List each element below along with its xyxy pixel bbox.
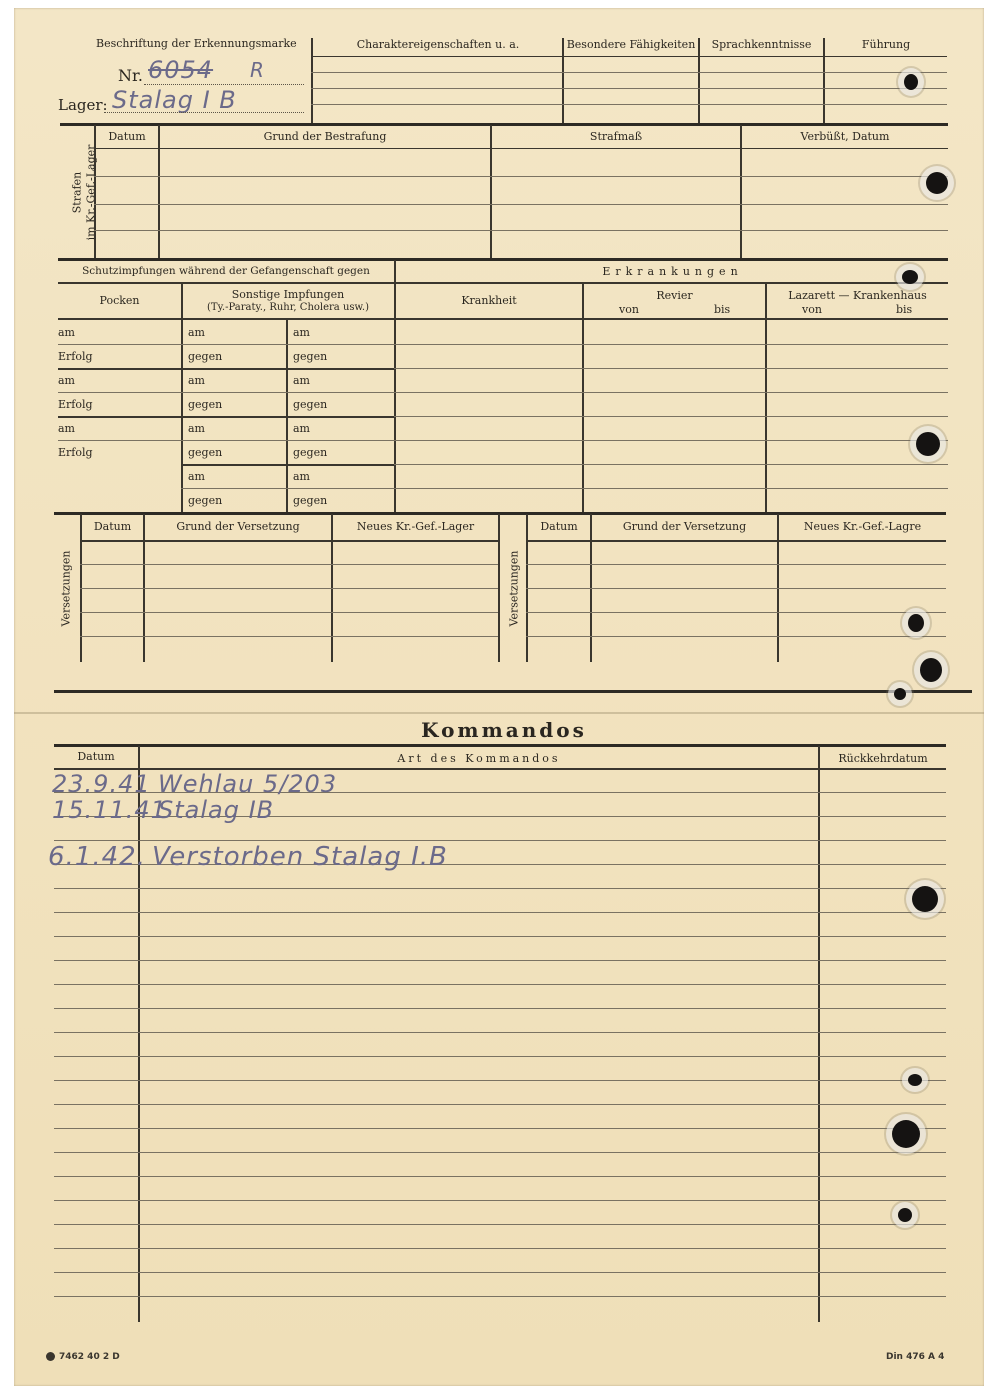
sonstige2-am: am: [293, 470, 310, 483]
sonstige-am: am: [188, 374, 205, 387]
vers-col-neues-right: Neues Kr.-Gef.-Lagre: [803, 520, 922, 533]
sonstige2-am: am: [293, 326, 310, 339]
strafen-side-label-2: im Kr.-Gef.-Lager: [84, 144, 98, 241]
punch-hole: [908, 1074, 922, 1086]
section-rule: [54, 690, 972, 693]
divider: [94, 125, 96, 259]
kommandos-rule: [54, 984, 946, 985]
strafen-side-label: Strafen: [70, 171, 84, 214]
rule: [181, 488, 394, 489]
divider: [311, 38, 313, 124]
rule: [181, 464, 394, 466]
col-sprach: Sprachkenntnisse: [711, 38, 812, 51]
col-sonstige: Sonstige Impfungen: [231, 288, 345, 301]
rule: [94, 148, 948, 149]
sonstige-gegen: gegen: [188, 446, 223, 459]
sonstige-am: am: [188, 326, 205, 339]
vers-col-neues-left: Neues Kr.-Gef.-Lager: [356, 520, 475, 533]
kommandos-rule: [54, 1224, 946, 1225]
rule: [394, 440, 948, 441]
col-fuehrung: Führung: [861, 38, 911, 51]
sonstige-gegen: gegen: [188, 494, 223, 507]
sonstige-gegen: gegen: [188, 398, 223, 411]
nr-value: 6054: [148, 56, 214, 84]
kommandos-rule: [54, 1272, 946, 1273]
col-charakter: Charaktereigenschaften u. a.: [356, 38, 520, 51]
lazarett-von: von: [802, 303, 822, 316]
strafen-col-strafmass: Strafmaß: [589, 130, 643, 143]
vers-col-grund-right: Grund der Versetzung: [622, 520, 747, 533]
paper-fold: [14, 712, 984, 714]
rule: [526, 588, 946, 589]
rule: [526, 612, 946, 613]
col-faehigkeiten: Besondere Fähigkeiten: [566, 38, 696, 51]
col-lazarett: Lazarett — Krankenhaus: [788, 289, 927, 302]
rule: [58, 392, 394, 393]
kommandos-rule: [54, 1296, 946, 1297]
rule: [58, 344, 394, 345]
sonstige-gegen: gegen: [188, 350, 223, 363]
vers-col-datum-left: Datum: [93, 520, 132, 533]
rule: [526, 636, 946, 637]
versetzungen-side-label-right: Versetzungen: [507, 550, 521, 627]
revier-bis: bis: [714, 303, 731, 316]
kommandos-rule: [54, 1032, 946, 1033]
rule: [394, 416, 948, 417]
col-sonstige-sub: (Ty.-Paraty., Ruhr, Cholera usw.): [207, 302, 369, 313]
punch-hole: [926, 172, 948, 194]
kommandos-rule: [54, 1200, 946, 1201]
kommandos-rule: [54, 1152, 946, 1153]
punch-hole: [916, 432, 940, 456]
punch-hole: [904, 74, 918, 90]
rule: [80, 564, 498, 565]
kommandos-rule: [54, 1008, 946, 1009]
strafen-col-datum: Datum: [108, 130, 146, 143]
rule: [311, 56, 947, 57]
pocken-erfolg-1: Erfolg: [58, 350, 93, 363]
kommando-art-3: Verstorben Stalag I.B: [152, 842, 448, 872]
rule: [80, 612, 498, 613]
punch-hole: [898, 1208, 912, 1222]
pocken-erfolg-2: Erfolg: [58, 398, 93, 411]
sonstige2-gegen: gegen: [293, 350, 328, 363]
sonstige2-gegen: gegen: [293, 446, 328, 459]
versetzungen-side-label-left: Versetzungen: [59, 550, 73, 627]
rule: [311, 104, 947, 105]
punch-hole: [892, 1120, 920, 1148]
rule: [311, 72, 947, 73]
col-krankheit: Krankheit: [461, 294, 517, 307]
lager-line: [104, 112, 304, 113]
kommandos-title: Kommandos: [421, 718, 587, 742]
kommandos-col-rueckkehr: Rückkehrdatum: [838, 752, 928, 765]
rule: [80, 588, 498, 589]
kommandos-rule: [54, 936, 946, 937]
divider: [498, 514, 500, 662]
rule: [394, 464, 948, 465]
kommando-art-2: Stalag IB: [158, 796, 275, 824]
kommandos-col-datum: Datum: [77, 750, 115, 763]
col-pocken: Pocken: [99, 294, 140, 307]
rule: [94, 204, 948, 205]
revier-von: von: [619, 303, 639, 316]
kommando-art-1: Wehlau 5/203: [158, 770, 338, 798]
section-rule: [54, 512, 946, 515]
rule: [311, 88, 947, 89]
nr-suffix: R: [250, 58, 265, 82]
nr-line: [144, 84, 304, 85]
lager-value: Stalag I B: [112, 86, 237, 114]
rule: [80, 636, 498, 637]
kommandos-rule: [54, 888, 946, 889]
section-rule: [54, 744, 946, 747]
punch-hole: [920, 658, 942, 682]
sonstige2-gegen: gegen: [293, 494, 328, 507]
strafen-col-verbuesst: Verbüßt, Datum: [800, 130, 890, 143]
rule: [94, 176, 948, 177]
rule: [394, 344, 948, 345]
divider: [158, 125, 160, 259]
pocken-erfolg-3: Erfolg: [58, 446, 93, 459]
rule: [526, 564, 946, 565]
rule: [80, 540, 498, 542]
kommandos-rule: [54, 1128, 946, 1129]
sonstige2-am: am: [293, 422, 310, 435]
divider: [138, 746, 140, 1322]
rule: [394, 368, 948, 369]
rule: [394, 392, 948, 393]
footer-right: Din 476 A 4: [886, 1352, 945, 1362]
kommandos-rule: [54, 1080, 946, 1081]
rule: [58, 318, 948, 320]
sonstige-am: am: [188, 422, 205, 435]
sonstige-am: am: [188, 470, 205, 483]
kommando-datum-2: 15.11.41: [52, 796, 167, 824]
rule: [94, 230, 948, 231]
kommandos-rule: [54, 1056, 946, 1057]
rule: [394, 488, 948, 489]
kommandos-rule: [54, 840, 946, 841]
kommando-datum-1: 23.9.41: [52, 770, 151, 798]
kommando-datum-3: 6.1.42.: [48, 842, 146, 872]
impfungen-header: Schutzimpfungen während der Gefangenschaft gegen: [82, 265, 370, 277]
section-rule: [60, 123, 948, 126]
col-revier: Revier: [656, 289, 693, 302]
divider: [818, 746, 820, 1322]
pocken-am-2: am: [58, 374, 75, 387]
rule: [58, 440, 394, 441]
punch-hole: [894, 688, 906, 700]
kommandos-rule: [54, 912, 946, 913]
rule: [58, 416, 394, 418]
marke-label: Beschriftung der Erkennungsmarke: [96, 37, 297, 50]
rule: [526, 540, 946, 542]
kommandos-rule: [54, 1104, 946, 1105]
rule: [58, 368, 394, 370]
divider: [740, 125, 742, 259]
form-card: [14, 8, 984, 1386]
punch-hole: [908, 614, 924, 632]
lazarett-bis: bis: [896, 303, 913, 316]
vers-col-datum-right: Datum: [540, 520, 578, 533]
divider: [490, 125, 492, 259]
strafen-col-grund: Grund der Bestrafung: [263, 130, 387, 143]
vers-col-grund-left: Grund der Versetzung: [176, 520, 300, 533]
section-rule: [58, 258, 948, 261]
kommandos-rule: [54, 1248, 946, 1249]
punch-hole: [912, 886, 938, 912]
nr-label: Nr.: [118, 66, 143, 85]
pocken-am-3: am: [58, 422, 75, 435]
footer-left: 7462 40 2 D: [46, 1352, 120, 1362]
pocken-am-1: am: [58, 326, 75, 339]
rule: [58, 282, 948, 284]
punch-hole: [902, 270, 918, 284]
kommandos-rule: [54, 1176, 946, 1177]
print-mark-icon: [46, 1352, 55, 1361]
kommandos-col-art: Art des Kommandos: [397, 752, 561, 765]
sonstige2-am: am: [293, 374, 310, 387]
kommandos-rule: [54, 960, 946, 961]
lager-label: Lager:: [58, 96, 108, 114]
sonstige2-gegen: gegen: [293, 398, 328, 411]
erkrankungen-header: Erkrankungen: [602, 265, 743, 278]
